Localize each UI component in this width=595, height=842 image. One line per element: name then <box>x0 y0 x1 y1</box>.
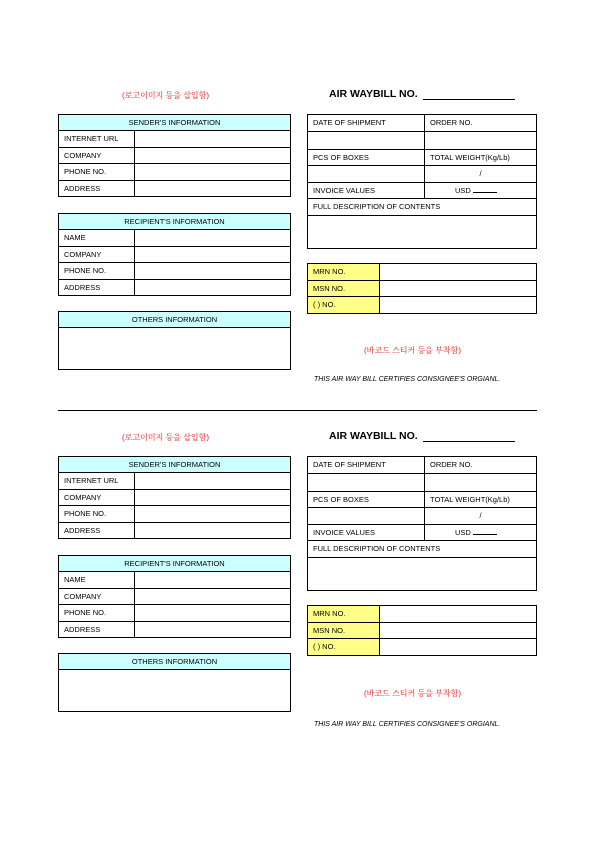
phone-label: PHONE NO. <box>59 164 135 181</box>
usd-label: USD <box>455 527 471 537</box>
mrn-no-field[interactable] <box>380 606 537 623</box>
full-description-field[interactable] <box>308 557 537 590</box>
recipient-phone-field[interactable] <box>135 605 291 622</box>
date-of-shipment-field[interactable] <box>308 131 425 149</box>
recipient-phone-field[interactable] <box>135 263 291 280</box>
shipment-table <box>307 456 537 591</box>
date-of-shipment-label: DATE OF SHIPMENT <box>308 115 425 132</box>
sender-internet-url-field[interactable] <box>135 473 291 490</box>
sender-address-field[interactable] <box>135 180 291 197</box>
usd-amount-line <box>473 528 497 535</box>
pcs-of-boxes-label: PCS OF BOXES <box>308 149 425 166</box>
date-of-shipment-field[interactable] <box>308 473 425 491</box>
recipient-info-header: RECIPIENT'S INFORMATION <box>59 214 291 230</box>
others-info-header: OTHERS INFORMATION <box>59 654 291 670</box>
others-info-table <box>58 653 291 712</box>
invoice-values-label: INVOICE VALUES <box>308 524 425 541</box>
sender-info-table <box>58 456 291 539</box>
full-description-field[interactable] <box>308 215 537 248</box>
company-label: COMPANY <box>59 147 135 164</box>
name-label: NAME <box>59 572 135 589</box>
sender-company-field[interactable] <box>135 489 291 506</box>
address-label: ADDRESS <box>59 621 135 638</box>
sender-phone-field[interactable] <box>135 506 291 523</box>
address-label: ADDRESS <box>59 180 135 197</box>
msn-no-field[interactable] <box>380 622 537 639</box>
barcode-placeholder-note: (바코드 스티커 등을 부착함) <box>364 689 462 698</box>
total-weight-label: TOTAL WEIGHT(Kg/Lb) <box>425 149 537 166</box>
msn-no-label: MSN NO. <box>308 622 380 639</box>
others-info-field[interactable] <box>59 328 291 370</box>
pcs-of-boxes-field[interactable] <box>308 166 425 183</box>
certify-text: THIS AIR WAY BILL CERTIFIES CONSIGNEE'S ORGIANL. <box>314 721 501 728</box>
sender-info-header: SENDER'S INFORMATION <box>59 115 291 131</box>
phone-label: PHONE NO. <box>59 605 135 622</box>
recipient-address-field[interactable] <box>135 279 291 296</box>
pcs-of-boxes-field[interactable] <box>308 508 425 525</box>
sender-address-field[interactable] <box>135 522 291 539</box>
custom-no-field[interactable] <box>380 297 537 314</box>
recipient-name-field[interactable] <box>135 572 291 589</box>
full-description-label: FULL DESCRIPTION OF CONTENTS <box>308 541 537 558</box>
sender-info-table <box>58 114 291 197</box>
barcode-placeholder-note: (바코드 스티커 등을 부착함) <box>364 346 462 355</box>
codes-table <box>307 605 537 656</box>
codes-table <box>307 263 537 314</box>
total-weight-label: TOTAL WEIGHT(Kg/Lb) <box>425 491 537 508</box>
msn-no-field[interactable] <box>380 280 537 297</box>
usd-label: USD <box>455 185 471 195</box>
air-waybill-number-field[interactable] <box>423 99 515 100</box>
custom-no-field[interactable] <box>380 639 537 656</box>
company-label: COMPANY <box>59 588 135 605</box>
others-info-header: OTHERS INFORMATION <box>59 312 291 328</box>
section-divider <box>58 410 537 411</box>
waybill-form-bottom <box>0 432 595 772</box>
pcs-of-boxes-label: PCS OF BOXES <box>308 491 425 508</box>
order-no-field[interactable] <box>425 131 537 149</box>
air-waybill-title: AIR WAYBILL NO. <box>329 430 418 442</box>
recipient-address-field[interactable] <box>135 621 291 638</box>
sender-info-header: SENDER'S INFORMATION <box>59 457 291 473</box>
mrn-no-label: MRN NO. <box>308 264 380 281</box>
order-no-label: ORDER NO. <box>425 457 537 474</box>
internet-url-label: INTERNET URL <box>59 473 135 490</box>
mrn-no-label: MRN NO. <box>308 606 380 623</box>
phone-label: PHONE NO. <box>59 506 135 523</box>
waybill-form-top <box>0 90 595 430</box>
shipment-table <box>307 114 537 249</box>
custom-no-label: ( ) NO. <box>308 297 380 314</box>
date-of-shipment-label: DATE OF SHIPMENT <box>308 457 425 474</box>
others-info-table <box>58 311 291 370</box>
others-info-field[interactable] <box>59 670 291 712</box>
invoice-values-label: INVOICE VALUES <box>308 182 425 199</box>
mrn-no-field[interactable] <box>380 264 537 281</box>
logo-placeholder-note: (로고이미지 등을 삽입함) <box>122 433 210 442</box>
certify-text: THIS AIR WAY BILL CERTIFIES CONSIGNEE'S ORGIANL. <box>314 376 501 383</box>
recipient-info-header: RECIPIENT'S INFORMATION <box>59 556 291 572</box>
company-label: COMPANY <box>59 246 135 263</box>
order-no-field[interactable] <box>425 473 537 491</box>
phone-label: PHONE NO. <box>59 263 135 280</box>
msn-no-label: MSN NO. <box>308 280 380 297</box>
sender-company-field[interactable] <box>135 147 291 164</box>
internet-url-label: INTERNET URL <box>59 131 135 148</box>
logo-placeholder-note: (로고이미지 등을 삽입함) <box>122 91 210 100</box>
address-label: ADDRESS <box>59 522 135 539</box>
total-weight-field[interactable]: / <box>425 508 537 525</box>
recipient-info-table <box>58 213 291 296</box>
sender-phone-field[interactable] <box>135 164 291 181</box>
sender-internet-url-field[interactable] <box>135 131 291 148</box>
air-waybill-number-field[interactable] <box>423 441 515 442</box>
custom-no-label: ( ) NO. <box>308 639 380 656</box>
air-waybill-title: AIR WAYBILL NO. <box>329 88 418 100</box>
usd-field[interactable] <box>425 524 537 541</box>
name-label: NAME <box>59 230 135 247</box>
usd-amount-line <box>473 186 497 193</box>
recipient-info-table <box>58 555 291 638</box>
recipient-company-field[interactable] <box>135 588 291 605</box>
company-label: COMPANY <box>59 489 135 506</box>
address-label: ADDRESS <box>59 279 135 296</box>
full-description-label: FULL DESCRIPTION OF CONTENTS <box>308 199 537 216</box>
recipient-name-field[interactable] <box>135 230 291 247</box>
usd-field[interactable] <box>425 182 537 199</box>
total-weight-field[interactable]: / <box>425 166 537 183</box>
recipient-company-field[interactable] <box>135 246 291 263</box>
order-no-label: ORDER NO. <box>425 115 537 132</box>
